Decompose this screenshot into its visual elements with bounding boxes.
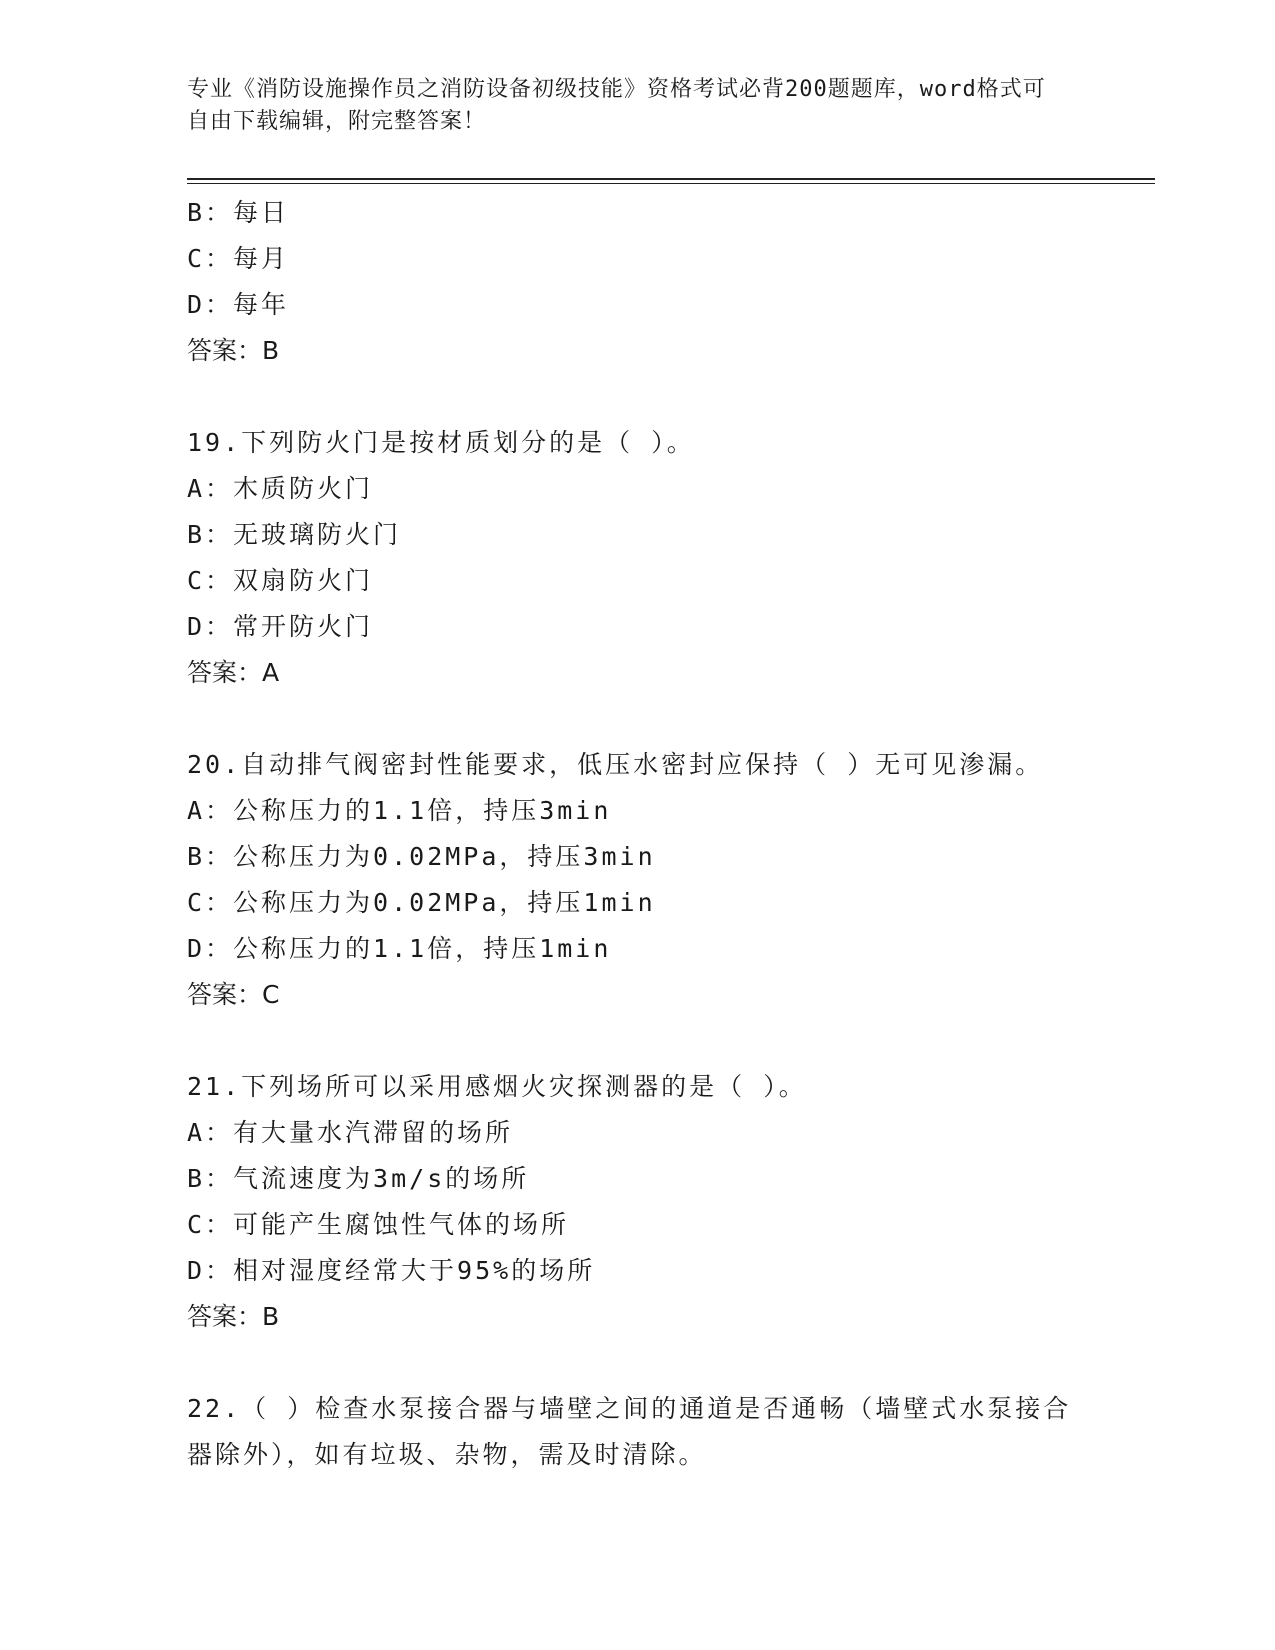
answer: 答案：C xyxy=(187,980,280,1009)
answer: 答案：A xyxy=(187,658,280,687)
spacer xyxy=(187,374,1087,420)
option-c: C：每月 xyxy=(187,244,290,273)
page-header: 专业《消防设施操作员之消防设备初级技能》资格考试必背200题题库，word格式可自由下载编辑，附完整答案！ xyxy=(187,77,1046,134)
header-rule-thin xyxy=(187,183,1155,184)
spacer xyxy=(187,1018,1087,1064)
option-b: B：每日 xyxy=(187,198,290,227)
option-b: B：气流速度为3m/s的场所 xyxy=(187,1164,530,1193)
answer: 答案：B xyxy=(187,336,280,365)
option-a: A：木质防火门 xyxy=(187,474,374,503)
option-b: B：无玻璃防火门 xyxy=(187,520,402,549)
option-b: B：公称压力为0.02MPa，持压3min xyxy=(187,842,656,871)
spacer xyxy=(187,696,1087,742)
option-d: D：公称压力的1.1倍，持压1min xyxy=(187,934,612,963)
option-a: A：有大量水汽滞留的场所 xyxy=(187,1118,514,1147)
question-stem: 21.下列场所可以采用感烟火灾探测器的是（ ）。 xyxy=(187,1072,807,1101)
question-stem: 20.自动排气阀密封性能要求，低压水密封应保持（ ）无可见渗漏。 xyxy=(187,750,1044,779)
spacer xyxy=(187,1340,1087,1386)
header-rule-thick xyxy=(187,178,1155,180)
option-a: A：公称压力的1.1倍，持压3min xyxy=(187,796,612,825)
answer: 答案：B xyxy=(187,1302,280,1331)
option-c: C：公称压力为0.02MPa，持压1min xyxy=(187,888,656,917)
option-d: D：相对湿度经常大于95%的场所 xyxy=(187,1256,596,1285)
question-stem: 22.（ ）检查水泵接合器与墙壁之间的通道是否通畅（墙壁式水泵接合器除外），如有垃圾、杂物，需及时清除。 xyxy=(187,1394,1072,1469)
option-c: C：可能产生腐蚀性气体的场所 xyxy=(187,1210,570,1239)
option-d: D：常开防火门 xyxy=(187,612,374,641)
option-c: C：双扇防火门 xyxy=(187,566,374,595)
option-d: D：每年 xyxy=(187,290,290,319)
question-list xyxy=(187,190,1087,1478)
question-stem: 19.下列防火门是按材质划分的是（ ）。 xyxy=(187,428,695,457)
